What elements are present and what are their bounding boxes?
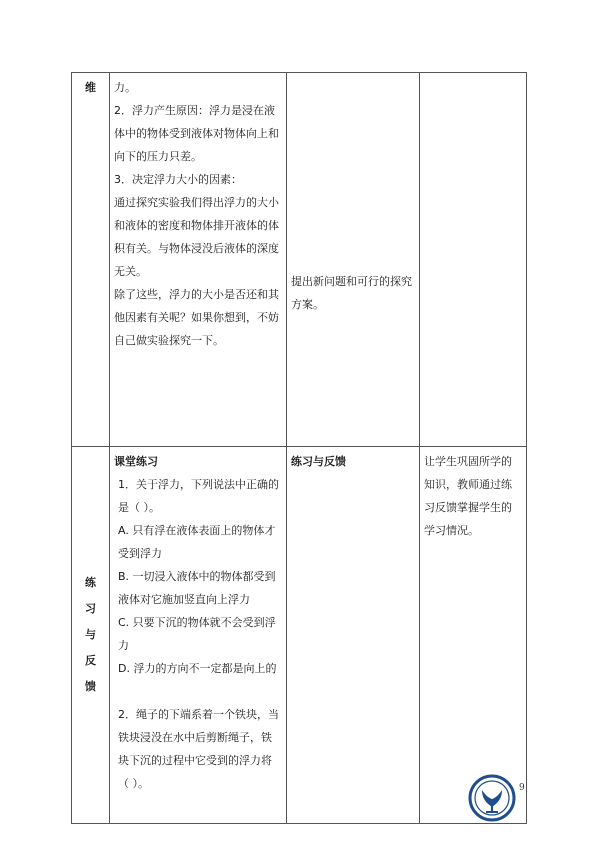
design-intent-cell <box>420 447 527 824</box>
option-text: C. 只要下沉的物体就不会受到浮力 <box>118 616 276 652</box>
section-heading: 课堂练习 <box>114 455 158 468</box>
school-emblem-icon <box>468 774 516 822</box>
content-paragraph: 2．浮力产生原因：浮力是浸在液体中的物体受到液体对物体向上和向下的压力只差。 <box>114 104 279 163</box>
question-text: 1．关于浮力，下列说法中正确的是（ ）。 <box>118 478 279 514</box>
student-activity-text: 提出新问题和可行的探究方案。 <box>291 275 412 311</box>
stage-cell <box>72 447 110 824</box>
content-cell <box>110 73 287 447</box>
page-number: 9 <box>519 783 525 793</box>
option-text: B. 一切浸入液体中的物体都受到液体对它施加竖直向上浮力 <box>118 570 276 606</box>
option-text: D. 浮力的方向不一定都是向上的 <box>118 662 277 675</box>
student-activity-cell <box>287 447 420 824</box>
stage-char: 练 <box>85 576 96 589</box>
student-activity-text: 练习与反馈 <box>291 455 346 468</box>
content-paragraph: 3．决定浮力大小的因素： <box>114 173 242 186</box>
option-text: A. 只有浮在液体表面上的物体才受到浮力 <box>118 524 276 560</box>
question-text: 2．绳子的下端系着一个铁块，当铁块浸没在水中后剪断绳子，铁块下沉的过程中它受到的浮力将（ ）。 <box>118 708 279 790</box>
content-paragraph: 除了这些，浮力的大小是否还和其他因素有关呢？如果你想到，不妨自己做实验探究一下。 <box>114 288 279 347</box>
content-paragraph: 力。 <box>114 81 136 94</box>
stage-cell: 维 <box>72 73 110 447</box>
stage-char: 反 <box>85 654 96 667</box>
table-row <box>72 73 527 447</box>
table-row <box>72 447 527 824</box>
content-paragraph: 通过探究实验我们得出浮力的大小和液体的密度和物体排开液体的体积有关。与物体浸没后液体的深度无关。 <box>114 196 279 278</box>
student-activity-cell <box>287 73 420 447</box>
design-intent-cell <box>420 73 527 447</box>
stage-char: 与 <box>85 628 96 641</box>
stage-char: 馈 <box>85 680 96 693</box>
spacer <box>114 680 282 703</box>
stage-char: 习 <box>85 602 96 615</box>
content-cell <box>110 447 287 824</box>
lesson-plan-table <box>71 72 527 824</box>
design-intent-text: 让学生巩固所学的知识，教师通过练习反馈掌握学生的学习情况。 <box>424 455 512 537</box>
